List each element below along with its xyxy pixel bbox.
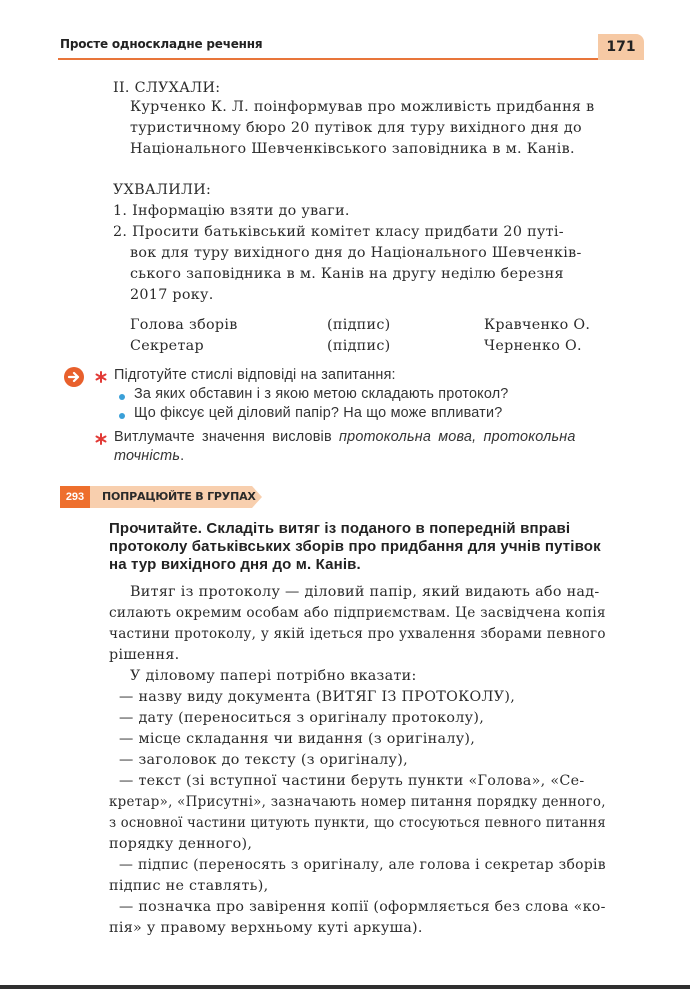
task-line: на тур вихідного дня до м. Канів.: [109, 556, 361, 573]
body-line: рішення.: [109, 647, 180, 663]
body-line: підпис не ставлять),: [109, 878, 269, 894]
resolved-item: 1. Інформацію взяти до уваги.: [113, 203, 350, 219]
questions-intro: Підготуйте стислі відповіді на запитання:: [114, 367, 396, 383]
task-line: протоколу батьківських зборів про придбання для учнів путівок: [109, 538, 601, 555]
heard-line: Курченко К. Л. поінформував про можливість придбання в: [130, 99, 595, 115]
body-list-item: — текст (зі вступної частини беруть пункти «Голова», «Се-: [119, 773, 585, 789]
exercise-badge: [60, 486, 258, 508]
question-item: Що фіксує цей діловий папір? На що може впливати?: [134, 405, 503, 421]
resolved-item-cont: вок для туру вихідного дня до Національного Шевченків-: [130, 245, 582, 261]
body-line: частини протоколу, у якій ідеться про ухвалення зборами певного: [109, 626, 606, 642]
signature-sign: (підпис): [327, 317, 391, 333]
resolved-item: 2. Просити батьківський комітет класу придбати 20 путі-: [113, 224, 564, 240]
resolved-heading: УХВАЛИЛИ:: [113, 182, 212, 198]
task-line: Прочитайте. Складіть витяг із поданого в попередній вправі: [109, 520, 571, 537]
body-list-item: — назву виду документа (ВИТЯГ ІЗ ПРОТОКОЛУ),: [119, 689, 516, 705]
body-list-item: — позначка про завірення копії (оформляється без слова «ко-: [119, 899, 606, 915]
asterisk-icon: [95, 371, 107, 383]
signature-name: Черненко О.: [484, 338, 582, 354]
heard-line: туристичному бюро 20 путівок для туру вихідного дня до: [130, 120, 582, 136]
body-line: силають окремим особам або підприємствам. Це засвідчена копія: [109, 605, 606, 621]
body-line: Витяг із протоколу — діловий папір, який видають або над-: [130, 584, 600, 600]
asterisk-icon: [95, 433, 107, 445]
arrow-right-icon: [64, 367, 84, 387]
signature-name: Кравченко О.: [484, 317, 591, 333]
heard-heading: ІІ. СЛУХАЛИ:: [113, 80, 221, 96]
body-list-item: — заголовок до тексту (з оригіналу),: [119, 752, 408, 768]
body-line: з основної частини цитують пункти, що стосуються певного питання: [109, 815, 606, 831]
resolved-item-cont: ського заповідника в м. Канів на другу неділю березня: [130, 266, 564, 282]
bullet-icon: [119, 413, 125, 419]
resolved-item-cont: 2017 року.: [130, 287, 214, 303]
running-header: Просте односкладне речення: [60, 37, 263, 51]
explain-terms: точність: [114, 448, 181, 464]
body-list-item: — підпис (переносять з оригіналу, але голова і секретар зборів: [119, 857, 606, 873]
page-number: 171: [598, 34, 644, 60]
explain-terms: протокольна мова, протокольна: [339, 429, 576, 445]
body-list-item: — місце складання чи видання (з оригіналу),: [119, 731, 476, 747]
signature-role: Голова зборів: [130, 317, 238, 333]
signature-role: Секретар: [130, 338, 204, 354]
page-bottom-border: [0, 985, 690, 989]
explain-task: [114, 429, 576, 445]
explain-task-cont: [114, 448, 184, 464]
explain-end: .: [180, 448, 185, 464]
body-line: кретар», «Присутні», зазначають номер питання порядку денного,: [109, 794, 606, 810]
explain-plain: Витлумачте значення висловів: [114, 429, 339, 445]
signature-sign: (підпис): [327, 338, 391, 354]
body-line: У діловому папері потрібно вказати:: [130, 668, 417, 684]
header-rule: [58, 58, 598, 60]
body-list-item: — дату (переноситься з оригіналу протоколу),: [119, 710, 485, 726]
bullet-icon: [119, 394, 125, 400]
question-item: За яких обставин і з якою метою складають протокол?: [134, 386, 509, 402]
body-line: порядку денного),: [109, 836, 253, 852]
exercise-number: 293: [60, 486, 90, 508]
heard-line: Національного Шевченківського заповідника в м. Канів.: [130, 141, 575, 157]
body-line: пія» у правому верхньому куті аркуша).: [109, 920, 423, 936]
exercise-title: ПОПРАЦЮЙТЕ В ГРУПАХ: [102, 490, 256, 503]
